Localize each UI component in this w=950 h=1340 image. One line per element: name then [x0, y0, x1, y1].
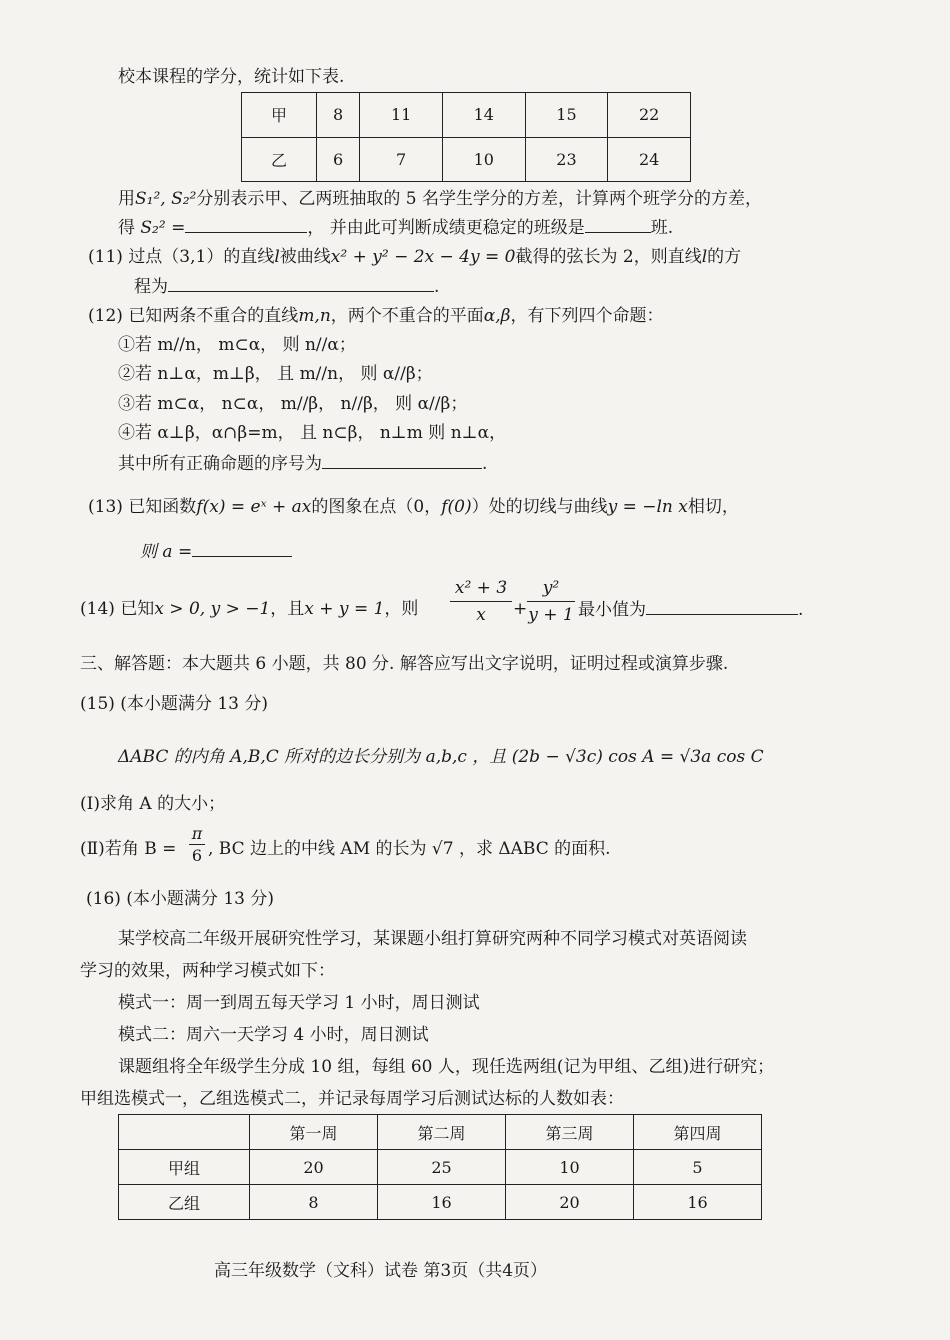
- page-footer: 高三年级数学（文科）试卷 第3页（共4页）: [214, 1261, 548, 1281]
- q16-line-3: 模式一：周一到周五每天学习 1 小时，周日测试: [118, 993, 480, 1013]
- table-cell: 第四周: [634, 1115, 762, 1150]
- table-row: [119, 1150, 762, 1185]
- answer-blank[interactable]: [322, 452, 482, 469]
- table-cell: 6: [317, 137, 360, 182]
- credit-table: [241, 92, 691, 182]
- q16-line-1: 某学校高二年级开展研究性学习，某课题小组打算研究两种不同学习模式对英语阅读: [118, 929, 747, 949]
- q15-part2-tail: , BC 边上的中线 AM 的长为 √7 ，求 ΔABC 的面积.: [208, 839, 611, 859]
- q14-line: (14) 已知x > 0, y > −1，且x + y = 1，则: [80, 599, 419, 619]
- table-cell: 第三周: [506, 1115, 634, 1150]
- q12-prop-3: ③若 m⊂α， n⊂α， m//β， n//β， 则 α//β；: [118, 394, 468, 414]
- q14-fraction-2: y² y + 1: [528, 578, 574, 625]
- q10-line1: 用S₁², S₂²分别表示甲、乙两班抽取的 5 名学生学分的方差，计算两个班学分的方差，: [118, 189, 762, 209]
- table-cell: 乙组: [119, 1185, 250, 1220]
- table-cell: 10: [442, 137, 525, 182]
- table-cell: 23: [525, 137, 608, 182]
- q16-line-5: 课题组将全年级学生分成 10 组，每组 60 人，现任选两组(记为甲组、乙组)进行研究；: [118, 1057, 775, 1077]
- week-table: [118, 1114, 762, 1220]
- q15-stem: ΔABC 的内角 A,B,C 所对的边长分别为 a,b,c ，且 (2b − √3c) cos A = √3a cos C: [118, 747, 764, 767]
- q12-ask: 其中所有正确命题的序号为 .: [118, 454, 488, 474]
- q14-tail: 最小值为 .: [578, 600, 804, 620]
- table-cell: 25: [378, 1150, 506, 1185]
- table-cell: 14: [442, 93, 525, 138]
- table-cell: 11: [360, 93, 443, 138]
- table-cell: 22: [608, 93, 691, 138]
- q12-prop-1: ①若 m//n， m⊂α， 则 n//α；: [118, 335, 356, 355]
- answer-blank[interactable]: [192, 540, 292, 557]
- q15-pi-over-6: π 6: [189, 824, 205, 865]
- table-cell: 第一周: [250, 1115, 378, 1150]
- answer-blank[interactable]: [168, 275, 434, 292]
- table-row: [119, 1185, 762, 1220]
- table-row: [242, 137, 691, 182]
- q12-prop-2: ②若 n⊥α，m⊥β， 且 m//n， 则 α//β；: [118, 364, 433, 384]
- table-cell: [119, 1115, 250, 1150]
- table-header-row: [119, 1115, 762, 1150]
- q14-fraction-1: x² + 3 x: [450, 578, 512, 625]
- table-cell: 8: [250, 1185, 378, 1220]
- q16-header: (16) (本小题满分 13 分): [86, 889, 275, 909]
- table-cell: 甲组: [119, 1150, 250, 1185]
- table-row: [242, 93, 691, 138]
- table-cell: 8: [317, 93, 360, 138]
- table-cell: 20: [250, 1150, 378, 1185]
- q11-line1: (11) 过点（3,1）的直线l被曲线x² + y² − 2x − 4y = 0截得的弦长为 2，则直线l的方: [88, 247, 742, 267]
- variance-symbols: S₁², S₂²: [135, 189, 197, 209]
- intro-line: 校本课程的学分，统计如下表.: [118, 67, 345, 87]
- table-cell: 10: [506, 1150, 634, 1185]
- q16-line-6: 甲组选模式一，乙组选模式二，并记录每周学习后测试达标的人数如表：: [80, 1089, 624, 1109]
- q13-line1: (13) 已知函数f(x) = eˣ + ax的图象在点（0，f(0)）处的切线与曲线y = −ln x相切，: [88, 497, 739, 517]
- q13-line2: 则 a =: [140, 540, 292, 563]
- q14-plus: +: [513, 599, 528, 619]
- q16-line-4: 模式二：周六一天学习 4 小时，周日测试: [118, 1025, 429, 1045]
- table-cell: 甲: [242, 93, 317, 138]
- table-cell: 15: [525, 93, 608, 138]
- table-cell: 16: [634, 1185, 762, 1220]
- table-cell: 乙: [242, 137, 317, 182]
- table-cell: 5: [634, 1150, 762, 1185]
- q12-prop-4: ④若 α⊥β，α∩β=m， 且 n⊂β， n⊥m 则 n⊥α，: [118, 423, 507, 443]
- q15-part1: (Ⅰ)求角 A 的大小；: [80, 794, 226, 814]
- section-three-heading: 三、解答题：本大题共 6 小题，共 80 分. 解答应写出文字说明，证明过程或演算步骤.: [80, 654, 729, 674]
- q16-line-2: 学习的效果，两种学习模式如下：: [80, 961, 335, 981]
- q12-stem: (12) 已知两条不重合的直线m,n，两个不重合的平面α,β，有下列四个命题：: [88, 306, 664, 326]
- circle-equation: x² + y² − 2x − 4y = 0: [330, 247, 516, 267]
- q15-part2: (Ⅱ)若角 B =: [80, 839, 177, 859]
- answer-blank[interactable]: [185, 216, 307, 233]
- table-cell: 7: [360, 137, 443, 182]
- answer-blank[interactable]: [585, 216, 651, 233]
- table-cell: 第二周: [378, 1115, 506, 1150]
- q11-line2: 程为 .: [134, 277, 440, 297]
- table-cell: 20: [506, 1185, 634, 1220]
- function-expr: f(x) = eˣ + ax: [196, 497, 312, 517]
- table-cell: 16: [378, 1185, 506, 1220]
- q10-line2: 得 S₂² = ， 并由此可判断成绩更稳定的班级是 班.: [118, 218, 674, 238]
- q15-header: (15) (本小题满分 13 分): [80, 694, 269, 714]
- answer-blank[interactable]: [646, 598, 798, 615]
- table-cell: 24: [608, 137, 691, 182]
